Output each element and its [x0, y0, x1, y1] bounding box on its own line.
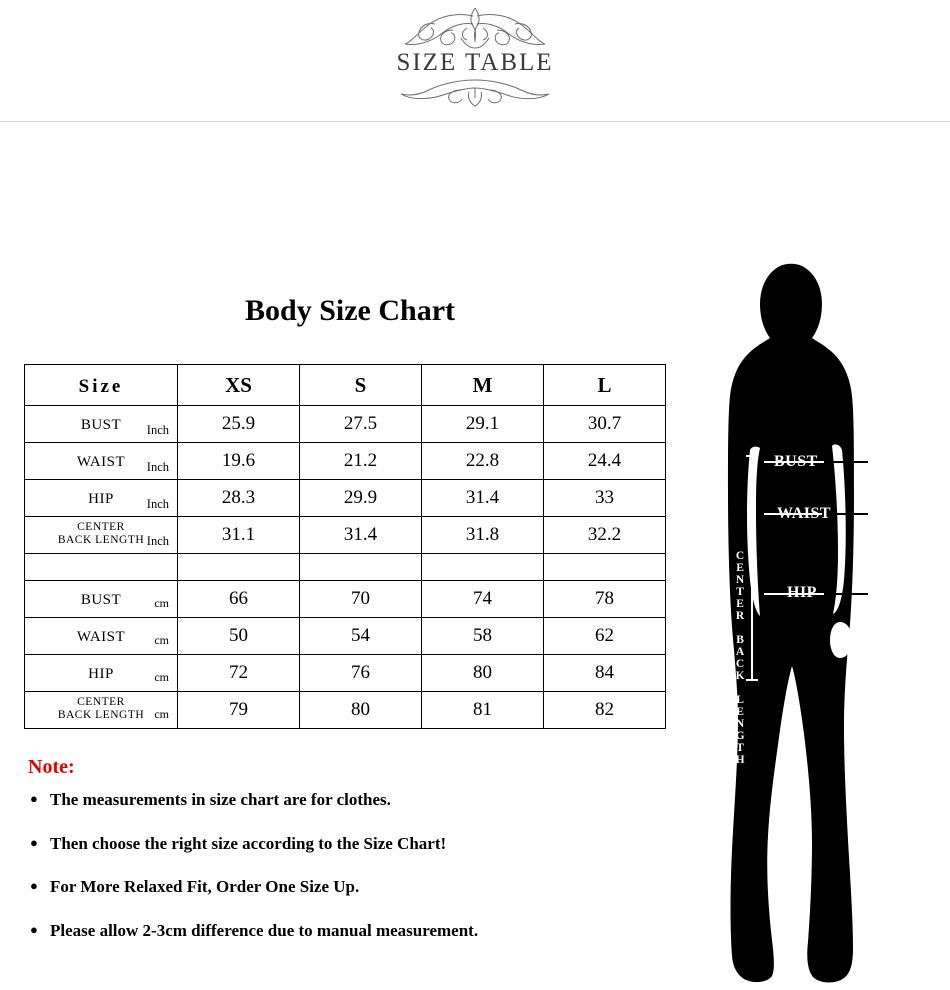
table-spacer-row [25, 554, 666, 581]
cell-cbl-cm-l: 82 [544, 692, 666, 729]
note-item [28, 922, 668, 941]
header-inner [0, 4, 950, 110]
bullet-icon: ● [30, 922, 38, 938]
row-label-hip-cm: HIP cm [25, 655, 178, 692]
notes-title: Note: [28, 756, 75, 778]
row-label-bust-cm: BUST cm [25, 581, 178, 618]
row-label-bust-inch: BUST Inch [25, 406, 178, 443]
notes-section [28, 756, 668, 966]
bullet-icon: ● [30, 791, 38, 806]
cell-waist-inch-m: 22.8 [422, 443, 544, 480]
table-row [25, 480, 666, 517]
cell-hip-inch-l: 33 [544, 480, 666, 517]
note-item-text: Then choose the right size according to the Size Chart! [50, 833, 447, 853]
cell-hip-inch-xs: 28.3 [178, 480, 300, 517]
cell-waist-inch-s: 21.2 [300, 443, 422, 480]
cell-hip-cm-s: 76 [300, 655, 422, 692]
row-label-cbl-cm: CENTER BACK LENGTH cm [25, 692, 178, 729]
cell-waist-cm-m: 58 [422, 618, 544, 655]
cell-waist-cm-xs: 50 [178, 618, 300, 655]
cell-bust-inch-m: 29.1 [422, 406, 544, 443]
row-label-cbl-inch: CENTER BACK LENGTH Inch [25, 517, 178, 554]
cell-waist-cm-l: 62 [544, 618, 666, 655]
body-size-chart-table [24, 364, 666, 729]
cell-hip-cm-l: 84 [544, 655, 666, 692]
spacer-cell [178, 554, 300, 581]
cell-hip-cm-xs: 72 [178, 655, 300, 692]
cell-cbl-inch-m: 31.8 [422, 517, 544, 554]
header-cell-s: S [300, 365, 422, 406]
figure-label-hip: HIP [787, 584, 817, 601]
note-item-text: Please allow 2-3cm difference due to manual measurement. [50, 921, 479, 941]
note-item-text: For More Relaxed Fit, Order One Size Up. [50, 877, 360, 897]
table-row [25, 406, 666, 443]
cell-cbl-cm-m: 81 [422, 692, 544, 729]
cell-bust-cm-xs: 66 [178, 581, 300, 618]
cell-cbl-cm-xs: 79 [178, 692, 300, 729]
cell-waist-cm-s: 54 [300, 618, 422, 655]
header-cell-xs: XS [178, 365, 300, 406]
figure-label-center-back-length: CENTER BACK LENGTH [734, 550, 747, 766]
cell-bust-inch-xs: 25.9 [178, 406, 300, 443]
cell-hip-inch-m: 31.4 [422, 480, 544, 517]
page-header [0, 0, 950, 122]
note-item [28, 791, 668, 810]
table-row [25, 581, 666, 618]
table-row [25, 618, 666, 655]
spacer-cell [422, 554, 544, 581]
header-cell-size: Size [25, 365, 178, 406]
note-item [28, 878, 668, 897]
content-area [0, 122, 950, 941]
cell-bust-cm-l: 78 [544, 581, 666, 618]
body-silhouette-icon [672, 250, 950, 990]
cell-cbl-inch-xs: 31.1 [178, 517, 300, 554]
cell-cbl-cm-s: 80 [300, 692, 422, 729]
page-title: SIZE TABLE [396, 49, 554, 76]
cell-waist-inch-xs: 19.6 [178, 443, 300, 480]
figure-label-waist: WAIST [777, 505, 832, 522]
cell-bust-cm-m: 74 [422, 581, 544, 618]
cell-hip-cm-m: 80 [422, 655, 544, 692]
figure-label-bust: BUST [774, 453, 818, 470]
table-row [25, 692, 666, 729]
header-cell-m: M [422, 365, 544, 406]
cell-bust-inch-l: 30.7 [544, 406, 666, 443]
bullet-icon: ● [30, 834, 38, 850]
table-header-row [25, 365, 666, 406]
table-row [25, 443, 666, 480]
note-item-text: The measurements in size chart are for clothes. [50, 790, 391, 809]
header-cell-l: L [544, 365, 666, 406]
cell-waist-inch-l: 24.4 [544, 443, 666, 480]
table-row [25, 517, 666, 554]
row-label-waist-inch: WAIST Inch [25, 443, 178, 480]
table-row [25, 655, 666, 692]
cell-cbl-inch-s: 31.4 [300, 517, 422, 554]
spacer-cell [25, 554, 178, 581]
cell-bust-cm-s: 70 [300, 581, 422, 618]
ornament-bottom-icon [375, 76, 575, 110]
row-label-hip-inch: HIP Inch [25, 480, 178, 517]
row-label-waist-cm: WAIST cm [25, 618, 178, 655]
cell-hip-inch-s: 29.9 [300, 480, 422, 517]
bullet-icon: ● [30, 878, 38, 894]
ornament-top-icon [365, 4, 585, 52]
cell-cbl-inch-l: 32.2 [544, 517, 666, 554]
body-figure [672, 250, 950, 990]
spacer-cell [300, 554, 422, 581]
cell-bust-inch-s: 27.5 [300, 406, 422, 443]
note-item [28, 835, 668, 854]
spacer-cell [544, 554, 666, 581]
chart-title: Body Size Chart [245, 294, 455, 327]
